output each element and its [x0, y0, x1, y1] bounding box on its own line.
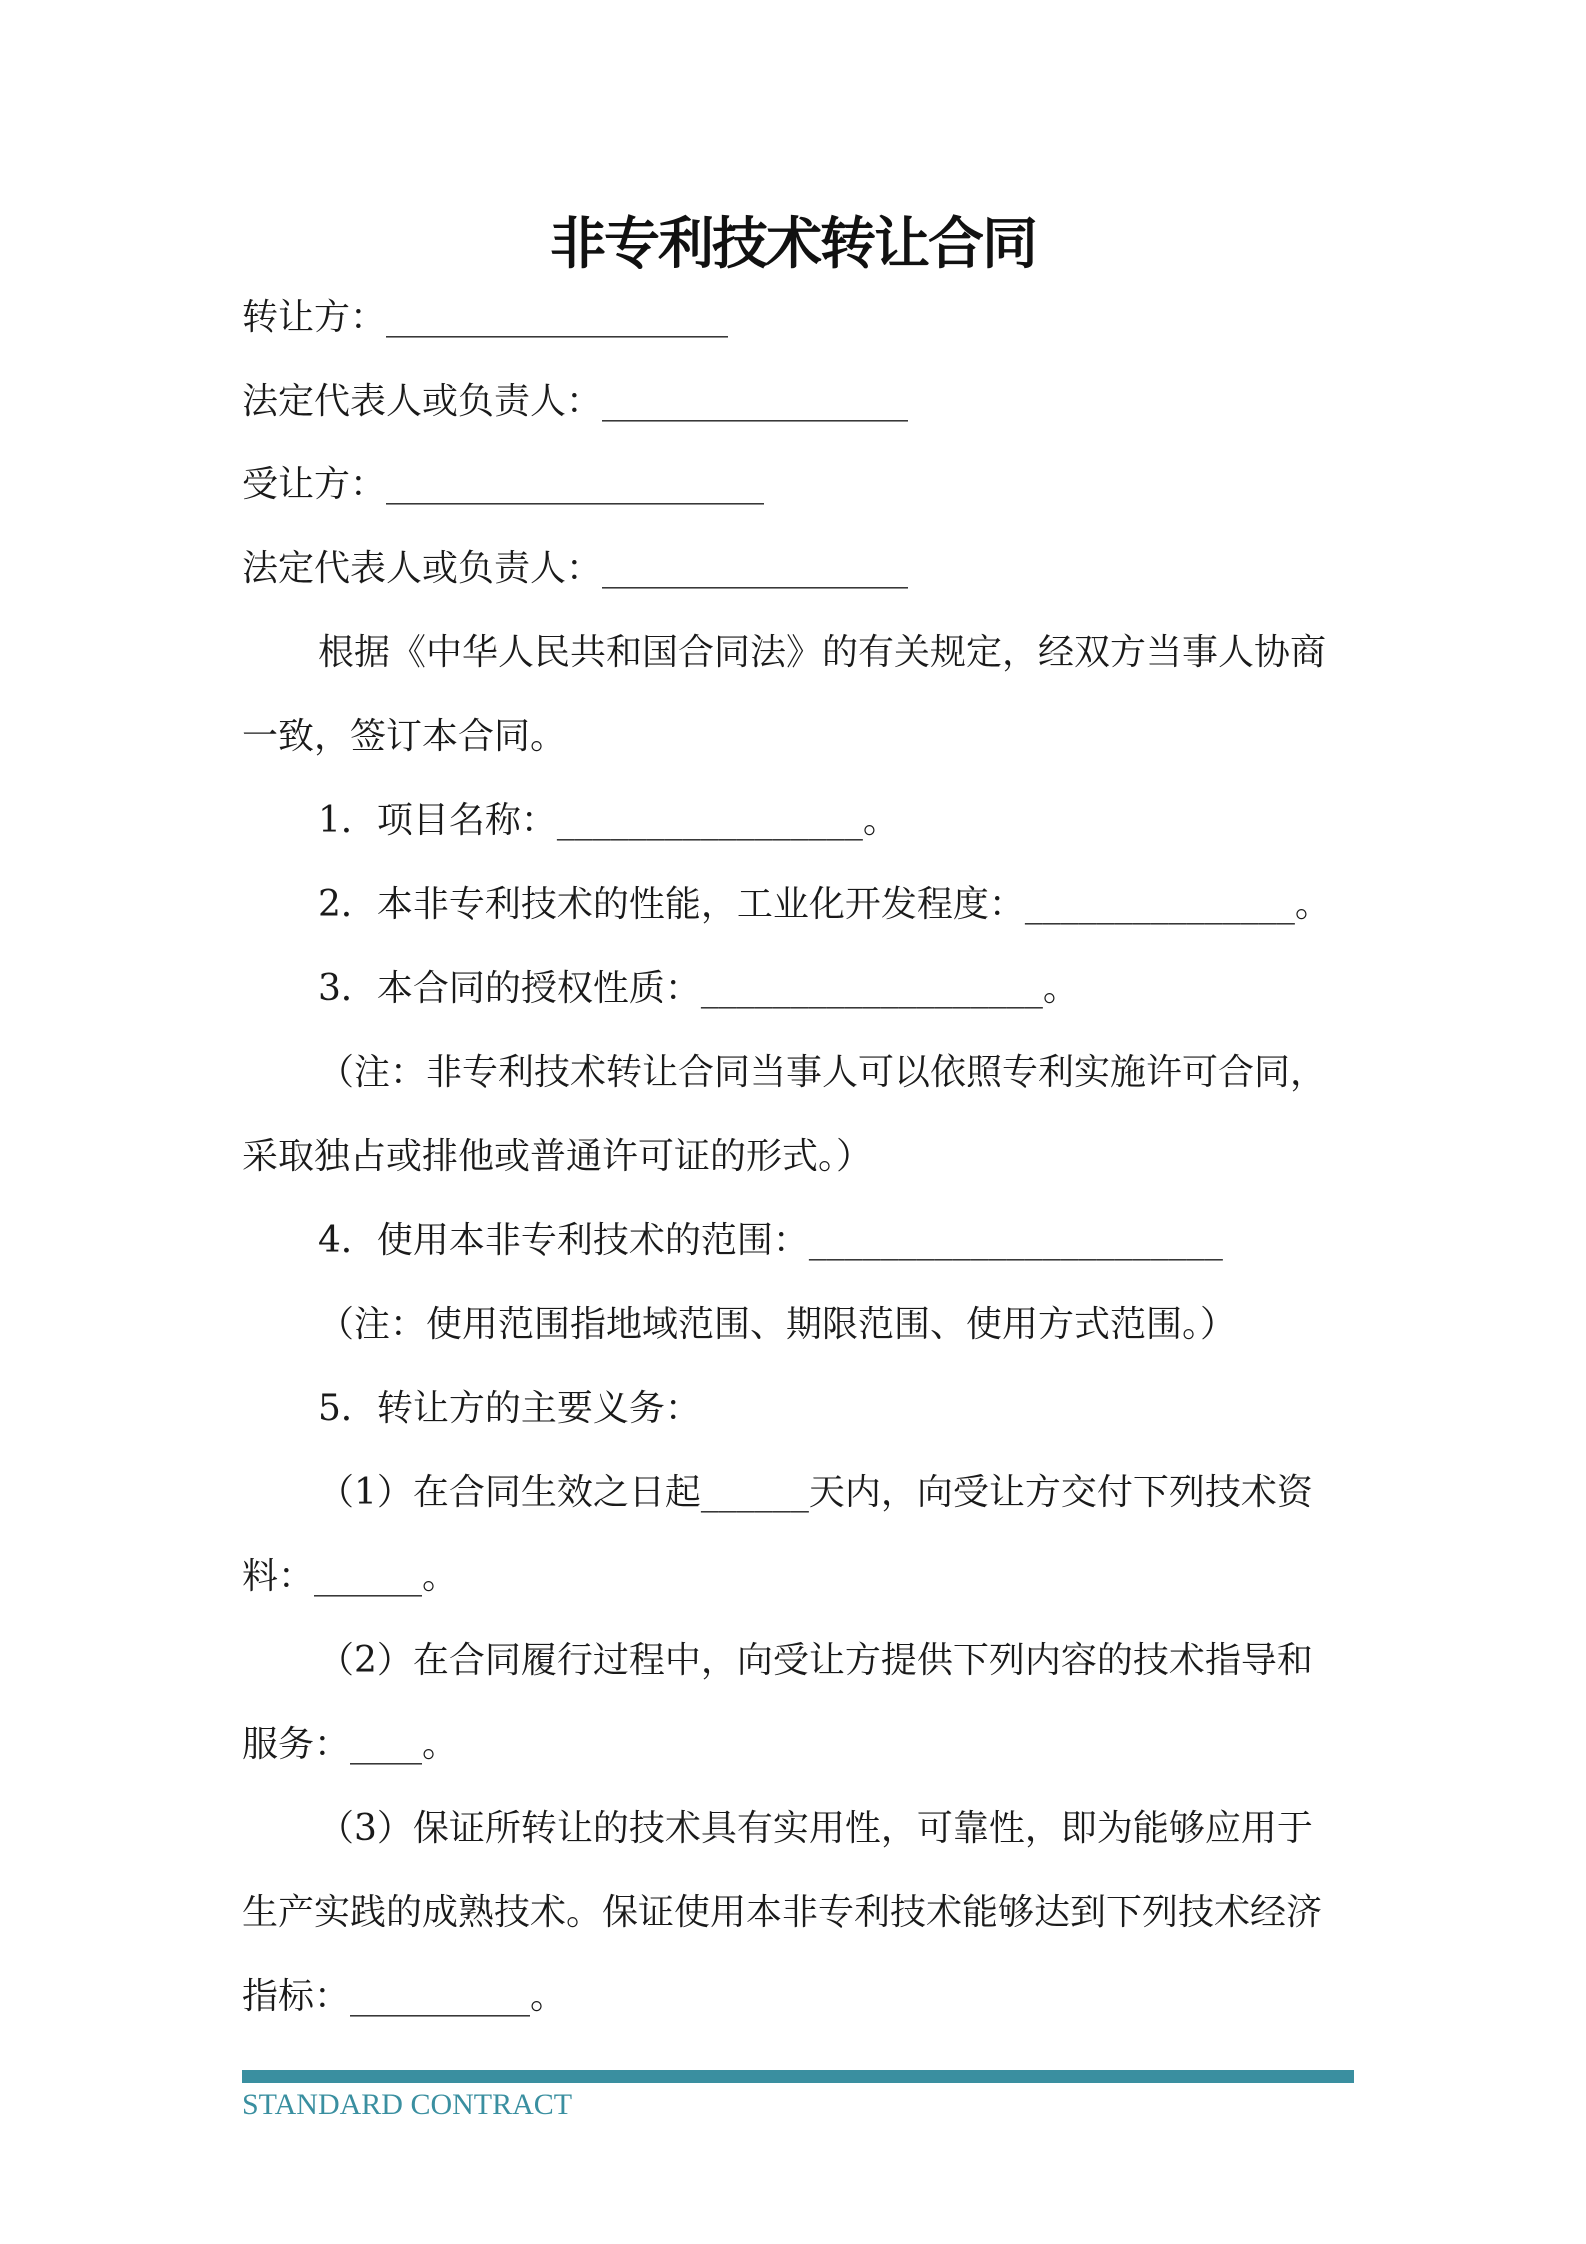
clause-5-obligations: 5．转让方的主要义务：	[318, 1388, 701, 1429]
obligation-3-line-1: （3）保证所转让的技术具有实用性，可靠性，即为能够应用于	[318, 1808, 1313, 1849]
note-authorization-line-1: （注：非专利技术转让合同当事人可以依照专利实施许可合同，	[318, 1052, 1327, 1093]
obligation-3-line-3: 指标：__________。	[242, 1976, 567, 2017]
obligation-3-line-2: 生产实践的成熟技术。保证使用本非专利技术能够达到下列技术经济	[242, 1892, 1323, 1933]
clause-1-project-name: 1．项目名称：_________________。	[318, 800, 899, 841]
obligation-1-line-2: 料：______。	[242, 1556, 459, 1597]
footer-label: STANDARD CONTRACT	[242, 2088, 573, 2121]
preamble-line-2: 一致，签订本合同。	[242, 716, 567, 757]
transferor-line: 转让方：___________________	[242, 297, 729, 338]
transferee-representative-line: 法定代表人或负责人：_________________	[242, 548, 909, 589]
note-authorization-line-2: 采取独占或排他或普通许可证的形式。）	[242, 1136, 873, 1177]
clause-3-authorization: 3．本合同的授权性质：___________________。	[318, 968, 1079, 1009]
preamble-line-1: 根据《中华人民共和国合同法》的有关规定，经双方当事人协商	[318, 632, 1327, 673]
clause-2-performance: 2．本非专利技术的性能，工业化开发程度：_______________。	[318, 884, 1331, 925]
transferor-representative-line: 法定代表人或负责人：_________________	[242, 381, 909, 422]
clause-4-scope: 4．使用本非专利技术的范围：_______________________	[318, 1220, 1223, 1261]
footer-divider	[242, 2070, 1354, 2083]
note-scope: （注：使用范围指地域范围、期限范围、使用方式范围。）	[318, 1304, 1237, 1345]
obligation-2-line-1: （2）在合同履行过程中，向受让方提供下列内容的技术指导和	[318, 1640, 1313, 1681]
obligation-1-line-1: （1）在合同生效之日起______天内，向受让方交付下列技术资	[318, 1472, 1313, 1513]
document-title: 非专利技术转让合同	[550, 212, 1036, 277]
obligation-2-line-2: 服务：____。	[242, 1724, 459, 1765]
transferee-line: 受让方：_____________________	[242, 464, 765, 505]
